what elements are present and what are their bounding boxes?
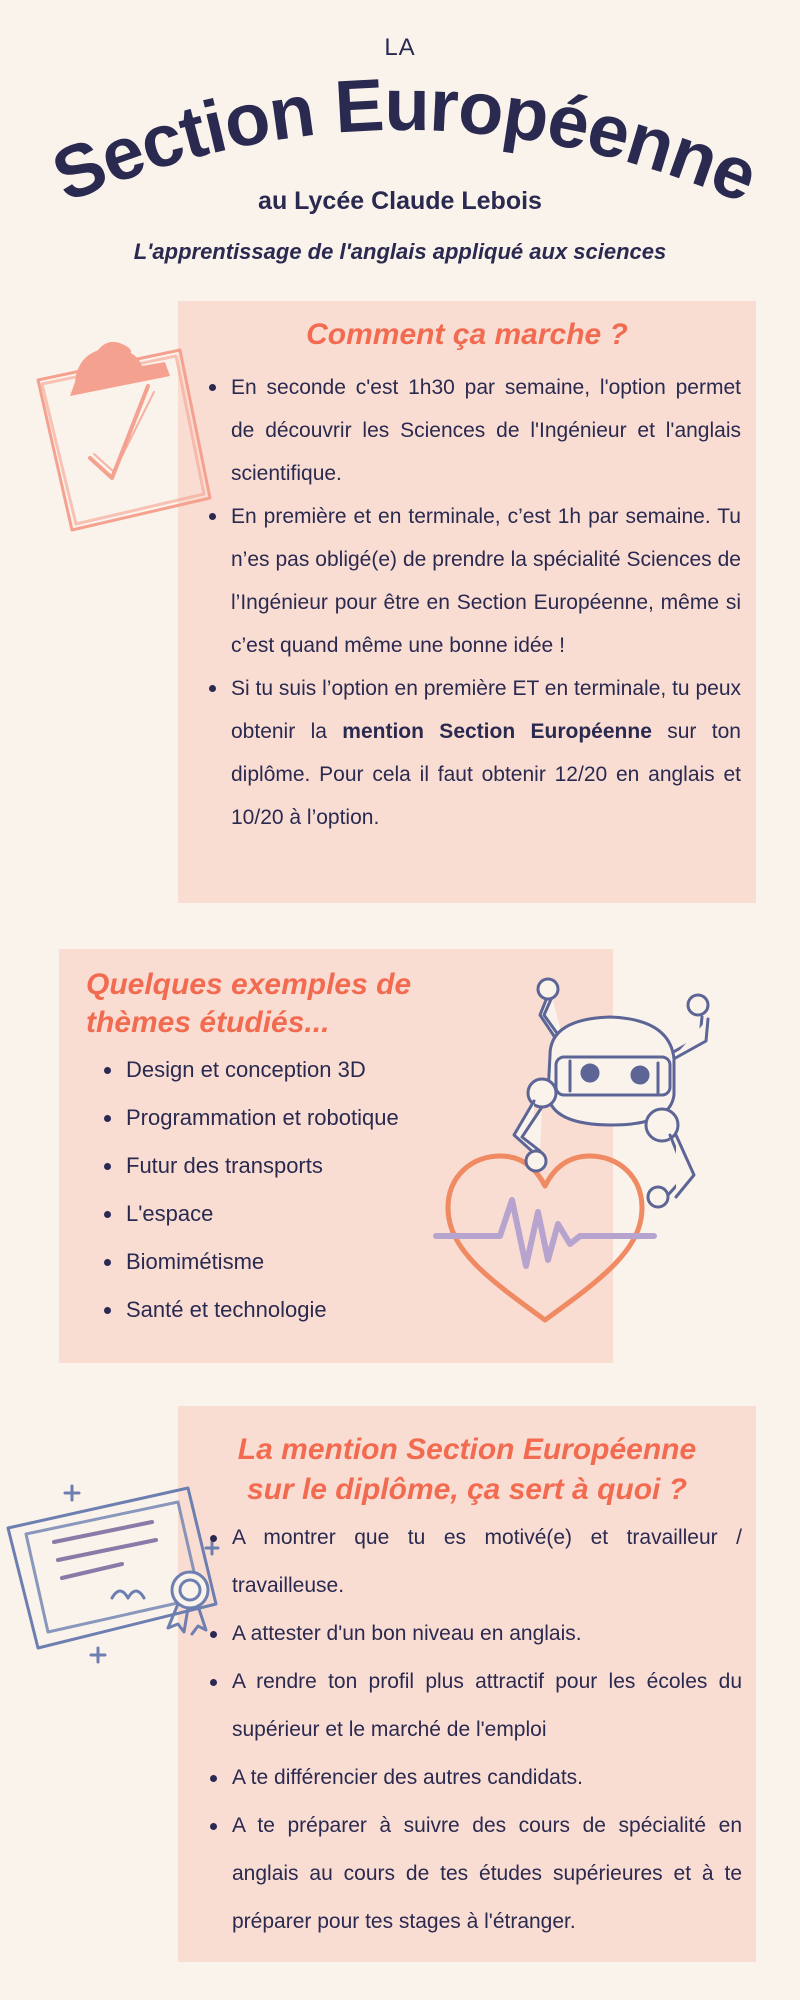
list-item: L'espace xyxy=(100,1190,480,1238)
section2-list xyxy=(100,1046,480,1334)
section3-heading: La mention Section Européenne sur le diplôme, ça sert à quoi ? xyxy=(237,1433,697,1506)
tagline: L'apprentissage de l'anglais appliqué aux sciences xyxy=(133,239,667,264)
section1-list xyxy=(205,366,741,839)
list-item: Futur des transports xyxy=(100,1142,480,1190)
list-item: Design et conception 3D xyxy=(100,1046,480,1094)
list-item: Programmation et robotique xyxy=(100,1094,480,1142)
list-item: A rendre ton profil plus attractif pour les écoles du supérieur et le marché de l'emploi xyxy=(206,1658,742,1754)
main-title-text: Section Européenne xyxy=(41,62,769,218)
mention-highlight: mention Section Européenne xyxy=(342,720,652,743)
list-item: Si tu suis l’option en première ET en terminale, tu peux obtenir la mention Section Européenne sur ton diplôme. Pour cela il faut obtenir 12/20 en anglais et 10/20 à l’option. xyxy=(205,667,741,839)
list-item: En première et en terminale, c’est 1h par semaine. Tu n’es pas obligé(e) de prendre la spécialité Sciences de l’Ingénieur pour être en Section Européenne, même si c’est quand même une bonne idée ! xyxy=(205,495,741,667)
list-item: Santé et technologie xyxy=(100,1286,480,1334)
subtitle: au Lycée Claude Lebois xyxy=(258,187,542,215)
section1-heading: Comment ça marche ? xyxy=(306,318,628,351)
robot-icon xyxy=(490,975,730,1215)
section2-heading: Quelques exemples de thèmes étudiés... xyxy=(86,968,412,1039)
clipboard-check-icon xyxy=(30,330,220,540)
pre-title: LA xyxy=(384,34,416,61)
list-item: A attester d'un bon niveau en anglais. xyxy=(206,1610,742,1658)
section3-list xyxy=(206,1514,742,1946)
list-item: A montrer que tu es motivé(e) et travailleur / travailleuse. xyxy=(206,1514,742,1610)
list-item: A te préparer à suivre des cours de spécialité en anglais au cours de tes études supérieures et à te préparer pour tes stages à l'étranger. xyxy=(206,1802,742,1946)
list-item: En seconde c'est 1h30 par semaine, l'option permet de découvrir les Sciences de l'Ingénieur et l'anglais scientifique. xyxy=(205,366,741,495)
list-item: Biomimétisme xyxy=(100,1238,480,1286)
list-item: A te différencier des autres candidats. xyxy=(206,1754,742,1802)
